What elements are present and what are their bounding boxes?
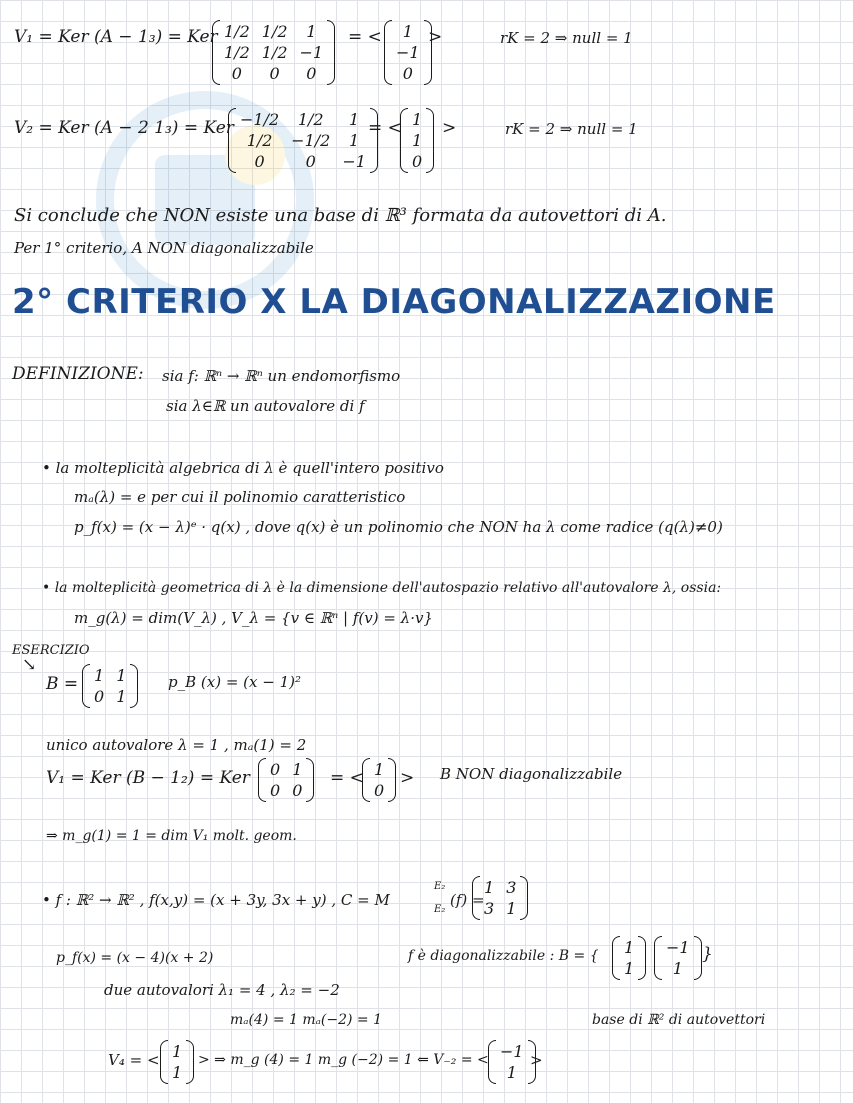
matrix-cell: 0 (269, 64, 280, 83)
matrix-cell: 1/2 (261, 22, 288, 41)
v4-eigenvector (160, 1040, 194, 1084)
geo-mult-line-2: m_g(λ) = dim(V_λ) , V_λ = {v ∈ ℝⁿ | f(v) = λ·v} (74, 609, 433, 627)
vector-cell: 1 (412, 131, 423, 150)
vector-cell: 0 (412, 152, 423, 171)
matrix-a-minus-2i (228, 108, 378, 173)
v1-rank: rK = 2 ⇒ null = 1 (500, 29, 633, 47)
matrix-cell: 0 (254, 152, 265, 171)
v2-close: > (442, 118, 457, 138)
matrix-cell: 3 (506, 878, 517, 897)
v1-close: > (428, 27, 443, 47)
vector-cell: 0 (374, 781, 385, 800)
basis-superscript: E₂ (434, 881, 446, 892)
vector-cell: −1 (396, 43, 420, 62)
vector-cell: 1 (402, 22, 413, 41)
matrix-cell: 1/2 (297, 110, 324, 129)
b-label: B = (46, 674, 79, 694)
char-poly-b: p_B (x) = (x − 1)² (168, 673, 301, 691)
geom-mult-1: ⇒ m_g(1) = 1 = dim V₁ molt. geom. (46, 828, 297, 844)
v1-eigenvector (384, 20, 432, 85)
vector-cell: −1 (500, 1042, 524, 1061)
matrix-b-minus-i (258, 758, 314, 802)
matrix-cell: −1 (342, 152, 366, 171)
matrix-cell: −1/2 (291, 131, 331, 150)
matrix-cell: −1 (299, 43, 324, 62)
v1b-label: V₁ = Ker (B − 1₂) = Ker (46, 768, 250, 788)
basis-subscript: E₂ (434, 904, 446, 915)
vector-cell: −1 (666, 938, 690, 957)
v2-eigenvector (400, 108, 434, 173)
v2-label: V₂ = Ker (A − 2 1₃) = Ker (14, 118, 234, 138)
v4-label: V₄ = < (108, 1051, 160, 1069)
matrix-cell: −1/2 (240, 110, 280, 129)
conclusion-text: Si conclude che NON esiste una base di ℝ³ formata da autovettori di A. (14, 205, 667, 226)
vector-cell: 0 (402, 64, 413, 83)
basis-close: } (702, 944, 713, 964)
char-poly-f: p_f(x) = (x − 4)(x + 2) (56, 950, 214, 966)
f-diagonalizable: f è diagonalizzabile : B = { (408, 948, 599, 964)
vm2-eigenvector (488, 1040, 536, 1084)
matrix-cell: 1 (506, 899, 517, 918)
definition-label: DEFINIZIONE: (12, 364, 144, 384)
f-of: (f) = (450, 891, 485, 909)
two-eigenvalues: due autovalori λ₁ = 4 , λ₂ = −2 (104, 981, 340, 999)
matrix-cell: 0 (270, 760, 281, 779)
vector-cell: 1 (672, 959, 683, 978)
v2-rank: rK = 2 ⇒ null = 1 (505, 120, 638, 138)
matrix-cell: 0 (305, 152, 316, 171)
v1-label: V₁ = Ker (A − 1₃) = Ker (14, 27, 218, 47)
basis-vector-2 (654, 936, 702, 980)
basis-note: base di ℝ² di autovettori (592, 1012, 766, 1028)
vector-cell: 1 (412, 110, 423, 129)
definition-line-2: sia λ∈ℝ un autovalore di f (166, 397, 365, 415)
v1b-eigenvector (362, 758, 396, 802)
alg-mult-line-1: • la molteplicità algebrica di λ è quell'intero positivo (42, 459, 444, 477)
matrix-cell: 1 (306, 22, 317, 41)
matrix-cell: 1 (116, 666, 127, 685)
basis-vector-1 (612, 936, 646, 980)
matrix-cell: 1 (484, 878, 495, 897)
matrix-cell: 1/2 (261, 43, 288, 62)
criterion1-text: Per 1° criterio, A NON diagonalizzabile (14, 239, 314, 257)
vector-cell: 1 (172, 1042, 183, 1061)
alg-mult-line-2: mₐ(λ) = e per cui il polinomio caratteristico (74, 488, 406, 506)
vector-cell: 1 (374, 760, 385, 779)
f-definition: • f : ℝ² → ℝ² , f(x,y) = (x + 3y, 3x + y) , C = M (42, 891, 390, 909)
matrix-cell: 1/2 (224, 22, 250, 41)
matrix-cell: 0 (270, 781, 281, 800)
matrix-cell: 1 (349, 110, 360, 129)
matrix-cell: 3 (484, 899, 495, 918)
matrix-cell: 0 (292, 781, 303, 800)
vector-cell: 1 (172, 1063, 183, 1082)
matrix-cell: 1/2 (224, 43, 250, 62)
v4-geom-mult: > ⇒ m_g (4) = 1 m_g (−2) = 1 ⇐ V₋₂ = < (198, 1052, 489, 1068)
vector-cell: 1 (624, 959, 635, 978)
matrix-cell: 1 (349, 131, 360, 150)
v1b-eq: = < (330, 768, 364, 788)
unique-eigenvalue: unico autovalore λ = 1 , mₐ(1) = 2 (46, 736, 307, 754)
matrix-a-minus-i (212, 20, 335, 85)
alg-multiplicities: mₐ(4) = 1 mₐ(−2) = 1 (230, 1012, 382, 1028)
definition-line-1: sia f: ℝⁿ → ℝⁿ un endomorfismo (162, 367, 401, 385)
b-not-diagonalizable: B NON diagonalizzabile (440, 765, 623, 783)
matrix-cell: 1/2 (246, 131, 273, 150)
matrix-cell: 0 (94, 687, 105, 706)
section-heading: 2° CRITERIO X LA DIAGONALIZZAZIONE (12, 282, 776, 322)
matrix-cell: 1 (292, 760, 303, 779)
vector-cell: 1 (624, 938, 635, 957)
matrix-cell: 1 (94, 666, 105, 685)
vm2-close: > (530, 1051, 543, 1069)
geo-mult-line-1: • la molteplicità geometrica di λ è la dimensione dell'autospazio relativo all'autovalore λ, ossia: (42, 580, 722, 596)
matrix-cell: 0 (306, 64, 317, 83)
exercise-arrow: ↘ (22, 655, 37, 675)
v1b-close: > (400, 768, 415, 788)
vector-cell: 1 (506, 1063, 517, 1082)
matrix-cell: 0 (231, 64, 242, 83)
v1-eq: = < (348, 27, 382, 47)
matrix-c (472, 876, 528, 920)
v2-eq: = < (368, 118, 402, 138)
matrix-b (82, 664, 138, 708)
alg-mult-line-3: p_f(x) = (x − λ)ᵉ · q(x) , dove q(x) è un polinomio che NON ha λ come radice (q(λ)≠0) (74, 518, 723, 536)
matrix-cell: 1 (116, 687, 127, 706)
exercise-label: ESERCIZIO (12, 643, 90, 658)
